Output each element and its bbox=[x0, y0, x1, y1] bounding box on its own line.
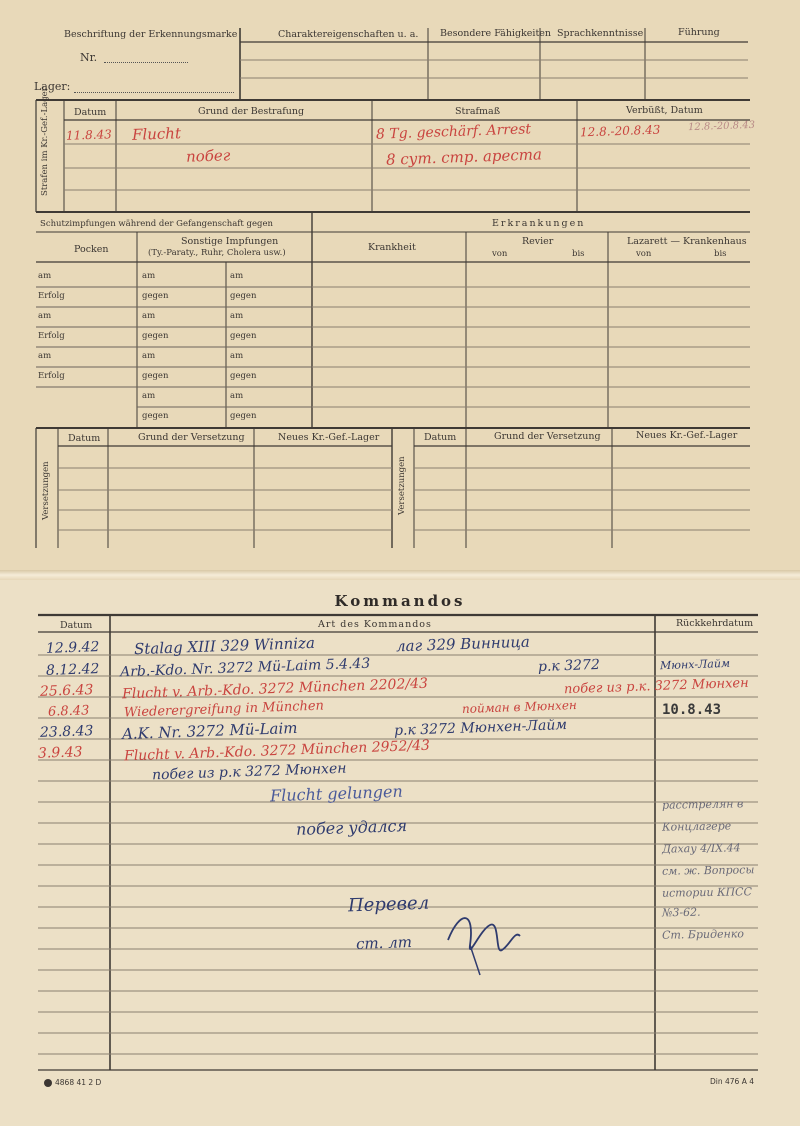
kdo-5-text: A.K. Nr. 3272 Mü-Laim bbox=[121, 718, 298, 744]
kdo-4-datum: 6.8.43 bbox=[47, 703, 90, 720]
side-note-line-6: №3-62. bbox=[661, 905, 701, 920]
nr-label: Nr. bbox=[80, 51, 98, 64]
form-number: 4868 41 2 D bbox=[44, 1078, 101, 1087]
sprachen-header: Sprachkenntnisse bbox=[557, 28, 644, 39]
faehigkeiten-header: Besondere Fähigkeiten bbox=[440, 28, 552, 39]
kdo-4-text-ru: пойман в Мюнхен bbox=[461, 698, 578, 716]
kommandos-art-header: Art des Kommandos bbox=[318, 619, 432, 630]
side-note-line-4: см. ж. Вопросы bbox=[661, 863, 755, 878]
impf-sonstige2-2: gegen bbox=[230, 291, 257, 301]
kdo-3-datum: 25.6.43 bbox=[39, 682, 94, 700]
versetzung-grund-header-right: Grund der Versetzung bbox=[494, 431, 601, 442]
impf-sonstige2-1: am bbox=[230, 271, 244, 281]
revier-von: von bbox=[492, 249, 508, 259]
flucht-gelungen: Flucht gelungen bbox=[269, 781, 404, 806]
versetzung-lager-header-left: Neues Kr.-Gef.-Lager bbox=[278, 432, 380, 443]
kdo-6-text: Flucht v. Arb.-Kdo. 3272 München 2952/43 bbox=[123, 737, 431, 765]
revier-bis: bis bbox=[572, 249, 585, 259]
kdo-6-datum: 3.9.43 bbox=[37, 744, 83, 762]
kdo-5-text-ru: р.к 3272 Мюнхен-Лайм bbox=[393, 716, 568, 740]
impf-pocken-5: am bbox=[38, 351, 52, 361]
impf-sonstige1-1: am bbox=[142, 271, 156, 281]
kdo-4-text: Wiederergreifung in München bbox=[123, 698, 325, 721]
impf-extra-2-2: gegen bbox=[230, 411, 257, 421]
versetzung-grund-header-left: Grund der Versetzung bbox=[138, 432, 245, 443]
impf-sonstige2-3: am bbox=[230, 311, 244, 321]
kdo-1-text-ru: лаг 329 Винница bbox=[395, 632, 531, 656]
lazarett-header: Lazarett — Krankenhaus bbox=[627, 236, 747, 247]
side-note-line-2: Концлагере bbox=[661, 819, 732, 834]
revier-header: Revier bbox=[522, 236, 554, 247]
signature-initials: ст. лт bbox=[355, 933, 413, 953]
kdo-1-text: Stalag XIII 329 Winniza bbox=[133, 633, 316, 659]
impf-pocken-2: Erfolg bbox=[38, 291, 65, 301]
lazarett-bis: bis bbox=[714, 249, 727, 259]
kommandos-datum-header: Datum bbox=[60, 620, 93, 631]
strafmass-ru: 8 сут. стр. ареста bbox=[385, 145, 543, 169]
kdo-7-text: побег из р.к 3272 Мюнхен bbox=[151, 760, 347, 784]
strafmass-de: 8 Tg. geschärf. Arrest bbox=[375, 121, 532, 143]
strafen-datum-header: Datum bbox=[74, 107, 107, 118]
strafen-grund-header: Grund der Bestrafung bbox=[198, 106, 305, 117]
impf-sonstige1-5: am bbox=[142, 351, 156, 361]
sonstige-header: Sonstige Impfungen bbox=[181, 236, 279, 247]
impf-pocken-4: Erfolg bbox=[38, 331, 65, 341]
lager-field[interactable] bbox=[74, 92, 234, 93]
erkennungsmarke-label: Beschriftung der Erkennungsmarke bbox=[64, 29, 238, 40]
versetzungen-side-label-right: Versetzungen bbox=[397, 456, 407, 515]
impf-pocken-6: Erfolg bbox=[38, 371, 65, 381]
erkrankungen-header: Erkrankungen bbox=[492, 218, 586, 229]
strafen-side-label: Strafen im Kr.-Gef.-Lager bbox=[40, 87, 50, 196]
versetzung-datum-header-left: Datum bbox=[68, 433, 101, 444]
kdo-2-datum: 8.12.42 bbox=[45, 661, 100, 679]
lager-label: Lager: bbox=[34, 80, 71, 93]
verbuesst-datum-faint: 12.8.-20.8.43 bbox=[687, 119, 756, 134]
impf-pocken-3: am bbox=[38, 311, 52, 321]
strafmass-header: Strafmaß bbox=[455, 106, 501, 117]
versetzungen-side-label-left: Versetzungen bbox=[41, 461, 51, 520]
impf-extra-1-2: am bbox=[230, 391, 244, 401]
kommandos-rueckkehr-header: Rückkehrdatum bbox=[676, 618, 754, 629]
krankheit-header: Krankheit bbox=[368, 242, 416, 253]
strafe-grund-ru: побег bbox=[185, 146, 231, 166]
lazarett-von: von bbox=[636, 249, 652, 259]
impf-extra-2-1: gegen bbox=[142, 411, 169, 421]
impf-extra-1-1: am bbox=[142, 391, 156, 401]
side-note-line-5: истории КПСС bbox=[661, 885, 753, 900]
versetzung-datum-header-right: Datum bbox=[424, 432, 457, 443]
impf-sonstige2-4: gegen bbox=[230, 331, 257, 341]
side-note-line-7: Ст. Бриденко bbox=[661, 927, 745, 942]
side-note-line-1: расстрелян в bbox=[661, 797, 744, 812]
impfungen-header: Schutzimpfungen während der Gefangenschaft gegen bbox=[40, 219, 273, 229]
nr-field[interactable] bbox=[104, 62, 188, 63]
perevel-note: Перевел bbox=[347, 892, 430, 917]
verbuesst-datum: 12.8.-20.8.43 bbox=[579, 122, 661, 140]
pocken-header: Pocken bbox=[74, 244, 109, 255]
impf-sonstige1-3: am bbox=[142, 311, 156, 321]
charakter-header: Charaktereigenschaften u. a. bbox=[278, 29, 419, 40]
impf-sonstige1-2: gegen bbox=[142, 291, 169, 301]
fuehrung-header: Führung bbox=[678, 27, 720, 38]
kdo-3-text-ru: побег из р.к. 3272 Мюнхен bbox=[563, 675, 749, 698]
kommandos-title: Kommandos bbox=[334, 592, 466, 610]
versetzung-lager-header-right: Neues Kr.-Gef.-Lager bbox=[636, 430, 738, 441]
kdo-1-datum: 12.9.42 bbox=[45, 639, 100, 657]
strafe-datum: 11.8.43 bbox=[65, 127, 113, 143]
kdo-3-text: Flucht v. Arb.-Kdo. 3272 München 2202/43 bbox=[121, 675, 429, 703]
impf-sonstige1-4: gegen bbox=[142, 331, 169, 341]
kdo-2-ret: Мюнх-Лайм bbox=[659, 656, 731, 673]
impf-sonstige2-5: am bbox=[230, 351, 244, 361]
impf-pocken-1: am bbox=[38, 271, 52, 281]
seal-icon bbox=[44, 1079, 52, 1087]
pobeg-udalsya: побег удался bbox=[295, 816, 408, 839]
kdo-2-text-ru: р.к 3272 bbox=[537, 656, 601, 676]
impf-sonstige2-6: gegen bbox=[230, 371, 257, 381]
impf-sonstige1-6: gegen bbox=[142, 371, 169, 381]
return-date-stamp: 10.8.43 bbox=[662, 702, 722, 718]
sonstige-subheader: (Ty.-Paraty., Ruhr, Cholera usw.) bbox=[148, 248, 286, 258]
kdo-2-text: Arb.-Kdo. Nr. 3272 Mü-Laim 5.4.43 bbox=[119, 655, 371, 681]
din-format: Din 476 A 4 bbox=[710, 1077, 754, 1086]
side-note-line-3: Дахау 4/IX.44 bbox=[661, 841, 741, 856]
strafe-grund-de: Flucht bbox=[131, 124, 182, 144]
signature-flourish bbox=[440, 900, 530, 980]
kdo-5-datum: 23.8.43 bbox=[39, 723, 94, 741]
verbuesst-header: Verbüßt, Datum bbox=[626, 105, 703, 116]
